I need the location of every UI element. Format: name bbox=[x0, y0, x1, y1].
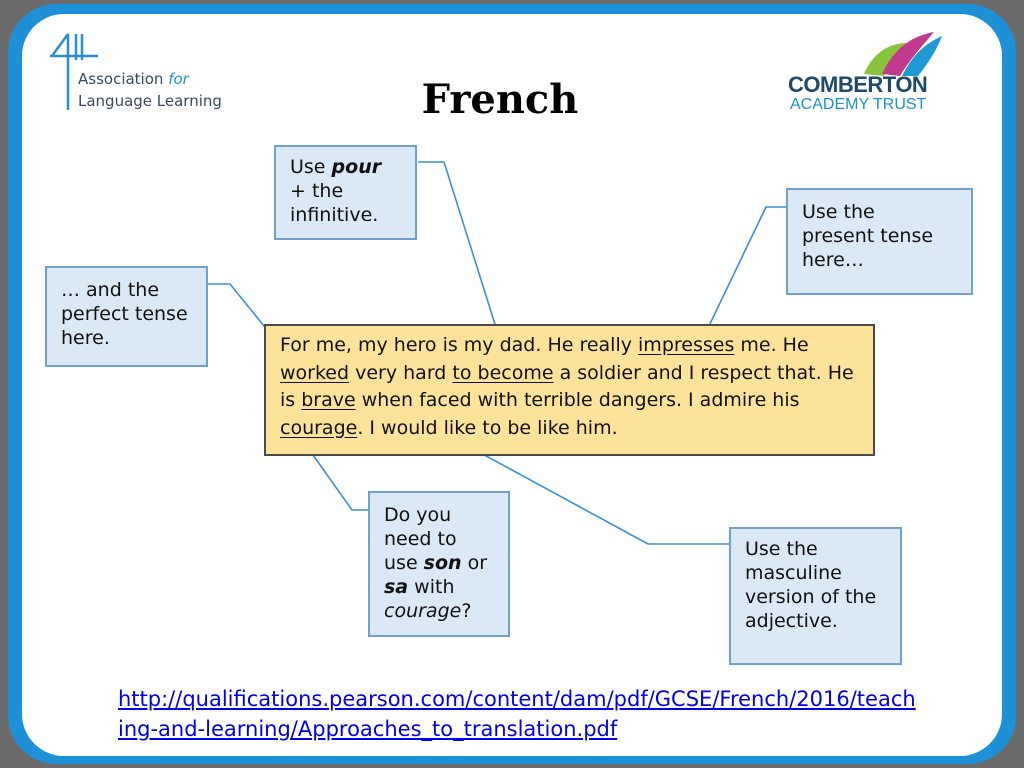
paragraph-text: very hard bbox=[349, 361, 453, 384]
callout-son-sa-line-1: Do you bbox=[384, 504, 452, 526]
comberton-logo bbox=[786, 30, 956, 120]
callout-masculine-line-2: masculine bbox=[745, 562, 842, 584]
callout-son-sa-text: ? bbox=[461, 600, 472, 622]
callout-masculine-line-4: adjective. bbox=[745, 610, 838, 632]
callout-perfect-tense bbox=[45, 266, 208, 367]
callout-son-sa-text: use bbox=[384, 552, 424, 574]
callout-masculine bbox=[729, 527, 902, 665]
callout-present-line-2: present tense bbox=[802, 225, 934, 247]
paragraph-text: when faced with terrible dangers. I admire his bbox=[355, 389, 800, 411]
comberton-logo-line1: COMBERTON bbox=[788, 72, 928, 97]
connector-present bbox=[708, 207, 786, 328]
word-courage: courage bbox=[280, 416, 358, 439]
word-worked: worked bbox=[280, 361, 350, 384]
french-source-paragraph bbox=[264, 324, 875, 456]
slide-title: French bbox=[421, 76, 579, 123]
callout-pour-text-3: infinitive. bbox=[290, 204, 379, 226]
source-link[interactable]: http://qualifications.pearson.com/content/dam/pdf/GCSE/French/2016/teaching-and-learning/Approaches_to_translation.pdf bbox=[118, 687, 916, 741]
keyword-sa: sa bbox=[384, 576, 409, 598]
word-courage-italic: courage bbox=[384, 600, 462, 622]
callout-son-sa-text: with bbox=[408, 576, 455, 598]
callout-present-line-1: Use the bbox=[802, 201, 875, 223]
callout-son-sa bbox=[368, 491, 510, 637]
all-logo-line2: Language Learning bbox=[78, 92, 222, 110]
callout-pour-keyword: pour bbox=[331, 156, 382, 178]
callout-pour-text-1: Use bbox=[290, 156, 332, 178]
paragraph-text: . I would like to be like him. bbox=[357, 416, 618, 439]
word-brave: brave bbox=[301, 389, 356, 411]
paragraph-text: a soldier and I respect that. He is bbox=[280, 361, 854, 411]
comberton-logo-line2: ACADEMY TRUST bbox=[790, 96, 927, 113]
callout-masculine-line-1: Use the bbox=[745, 538, 818, 560]
word-impresses: impresses bbox=[638, 334, 735, 356]
callout-perfect-line-3: here. bbox=[61, 327, 110, 349]
paragraph-text: For me, my hero is my dad. He really bbox=[280, 334, 639, 356]
callout-son-sa-line-2: need to bbox=[384, 528, 457, 550]
callout-present-line-3: here… bbox=[802, 249, 864, 271]
paragraph-text: me. He bbox=[734, 334, 809, 356]
keyword-son: son bbox=[423, 552, 462, 574]
connector-son-sa bbox=[308, 448, 370, 510]
callout-masculine-line-3: version of the bbox=[745, 586, 877, 608]
callout-perfect-line-2: perfect tense bbox=[61, 303, 188, 325]
callout-pour-text-2: + the bbox=[290, 180, 344, 202]
callout-pour bbox=[274, 145, 417, 240]
callout-present-tense bbox=[786, 188, 973, 295]
all-logo-line1: Association for bbox=[78, 70, 189, 88]
callout-son-sa-text: or bbox=[461, 552, 488, 574]
callout-perfect-line-1: … and the bbox=[61, 279, 160, 301]
word-to-become: to become bbox=[452, 361, 554, 384]
